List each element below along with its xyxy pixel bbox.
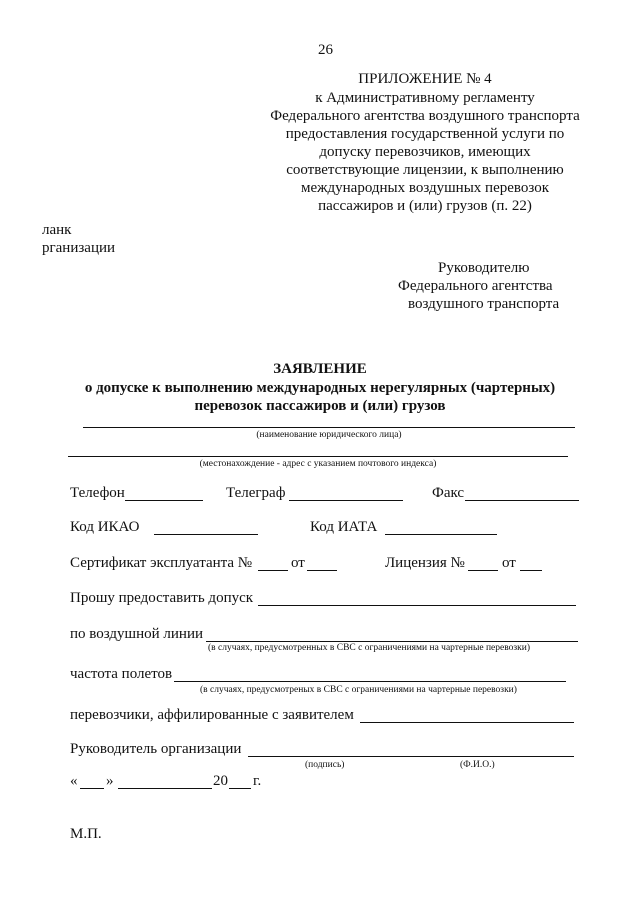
legal-name-input-line[interactable]: [83, 427, 575, 428]
icao-input-line[interactable]: [154, 534, 258, 535]
frequency-label: частота полетов: [70, 666, 173, 682]
iata-label: Код ИАТА: [310, 519, 378, 535]
certificate-from-label: от: [291, 555, 305, 571]
frequency-caption: (в случаях, предусмотреных в СВС с ограничениями на чартерные перевозки): [200, 685, 517, 695]
fax-label: Факс: [432, 485, 465, 501]
head-signature-line[interactable]: [248, 756, 574, 757]
iata-input-line[interactable]: [385, 534, 497, 535]
date-day-line[interactable]: [80, 788, 104, 789]
telegraph-input-line[interactable]: [289, 500, 403, 501]
appendix-line: международных воздушных перевозок: [300, 180, 549, 196]
air-line-caption: (в случаях, предусмотренных в СВС с ограничениями на чартерные перевозки): [208, 643, 531, 653]
air-line-input-line[interactable]: [206, 641, 578, 642]
date-quote-close: »: [106, 773, 114, 789]
appendix-line: Федерального агентства воздушного транспорта: [270, 108, 580, 124]
phone-label: Телефон: [70, 485, 125, 501]
document-title: ЗАЯВЛЕНИЕ: [273, 361, 367, 377]
air-line-label: по воздушной линии: [70, 626, 203, 642]
stamp-label: М.П.: [70, 826, 102, 842]
date-quote-open: «: [70, 773, 78, 789]
date-year-suffix: г.: [253, 773, 262, 789]
letterhead-line: рганизации: [42, 240, 116, 256]
legal-name-caption: (наименование юридического лица): [256, 430, 402, 440]
date-month-line[interactable]: [118, 788, 212, 789]
icao-label: Код ИКАО: [70, 519, 140, 535]
phone-input-line[interactable]: [125, 500, 203, 501]
appendix-line: предоставления государственной услуги по: [285, 126, 565, 142]
license-date-line[interactable]: [520, 570, 542, 571]
fio-caption: (Ф.И.О.): [460, 760, 495, 770]
license-from-label: от: [502, 555, 516, 571]
addressee-line: воздушного транспорта: [408, 296, 560, 312]
addressee-line: Федерального агентства: [398, 278, 553, 294]
letterhead-line: ланк: [42, 222, 72, 238]
fax-input-line[interactable]: [465, 500, 579, 501]
appendix-title: ПРИЛОЖЕНИЕ № 4: [358, 71, 492, 87]
telegraph-label: Телеграф: [226, 485, 286, 501]
certificate-number-line[interactable]: [258, 570, 288, 571]
appendix-line: соответствующие лицензии, к выполнению: [286, 162, 564, 178]
address-input-line[interactable]: [68, 456, 568, 457]
request-input-line[interactable]: [258, 605, 576, 606]
license-number-line[interactable]: [468, 570, 498, 571]
date-year-prefix: 20: [213, 773, 228, 789]
appendix-line: к Административному регламенту: [315, 90, 535, 106]
request-label: Прошу предоставить допуск: [70, 590, 254, 606]
page-number: 26: [318, 42, 333, 58]
frequency-input-line[interactable]: [174, 681, 566, 682]
certificate-date-line[interactable]: [307, 570, 337, 571]
appendix-line: допуску перевозчиков, имеющих: [319, 144, 531, 160]
license-label: Лицензия №: [385, 555, 465, 571]
addressee-line: Руководителю: [438, 260, 530, 276]
document-subtitle: перевозок пассажиров и (или) грузов: [194, 398, 446, 414]
appendix-line: пассажиров и (или) грузов (п. 22): [318, 198, 532, 214]
signature-caption: (подпись): [305, 760, 345, 770]
affiliated-label: перевозчики, аффилированные с заявителем: [70, 707, 354, 723]
head-label: Руководитель организации: [70, 741, 242, 757]
affiliated-input-line[interactable]: [360, 722, 574, 723]
document-subtitle: о допуске к выполнению международных нерегулярных (чартерных): [84, 380, 556, 396]
address-caption: (местонахождение - адрес с указанием почтового индекса): [199, 459, 437, 469]
certificate-label: Сертификат эксплуатанта №: [70, 555, 253, 571]
date-year-line[interactable]: [229, 788, 251, 789]
